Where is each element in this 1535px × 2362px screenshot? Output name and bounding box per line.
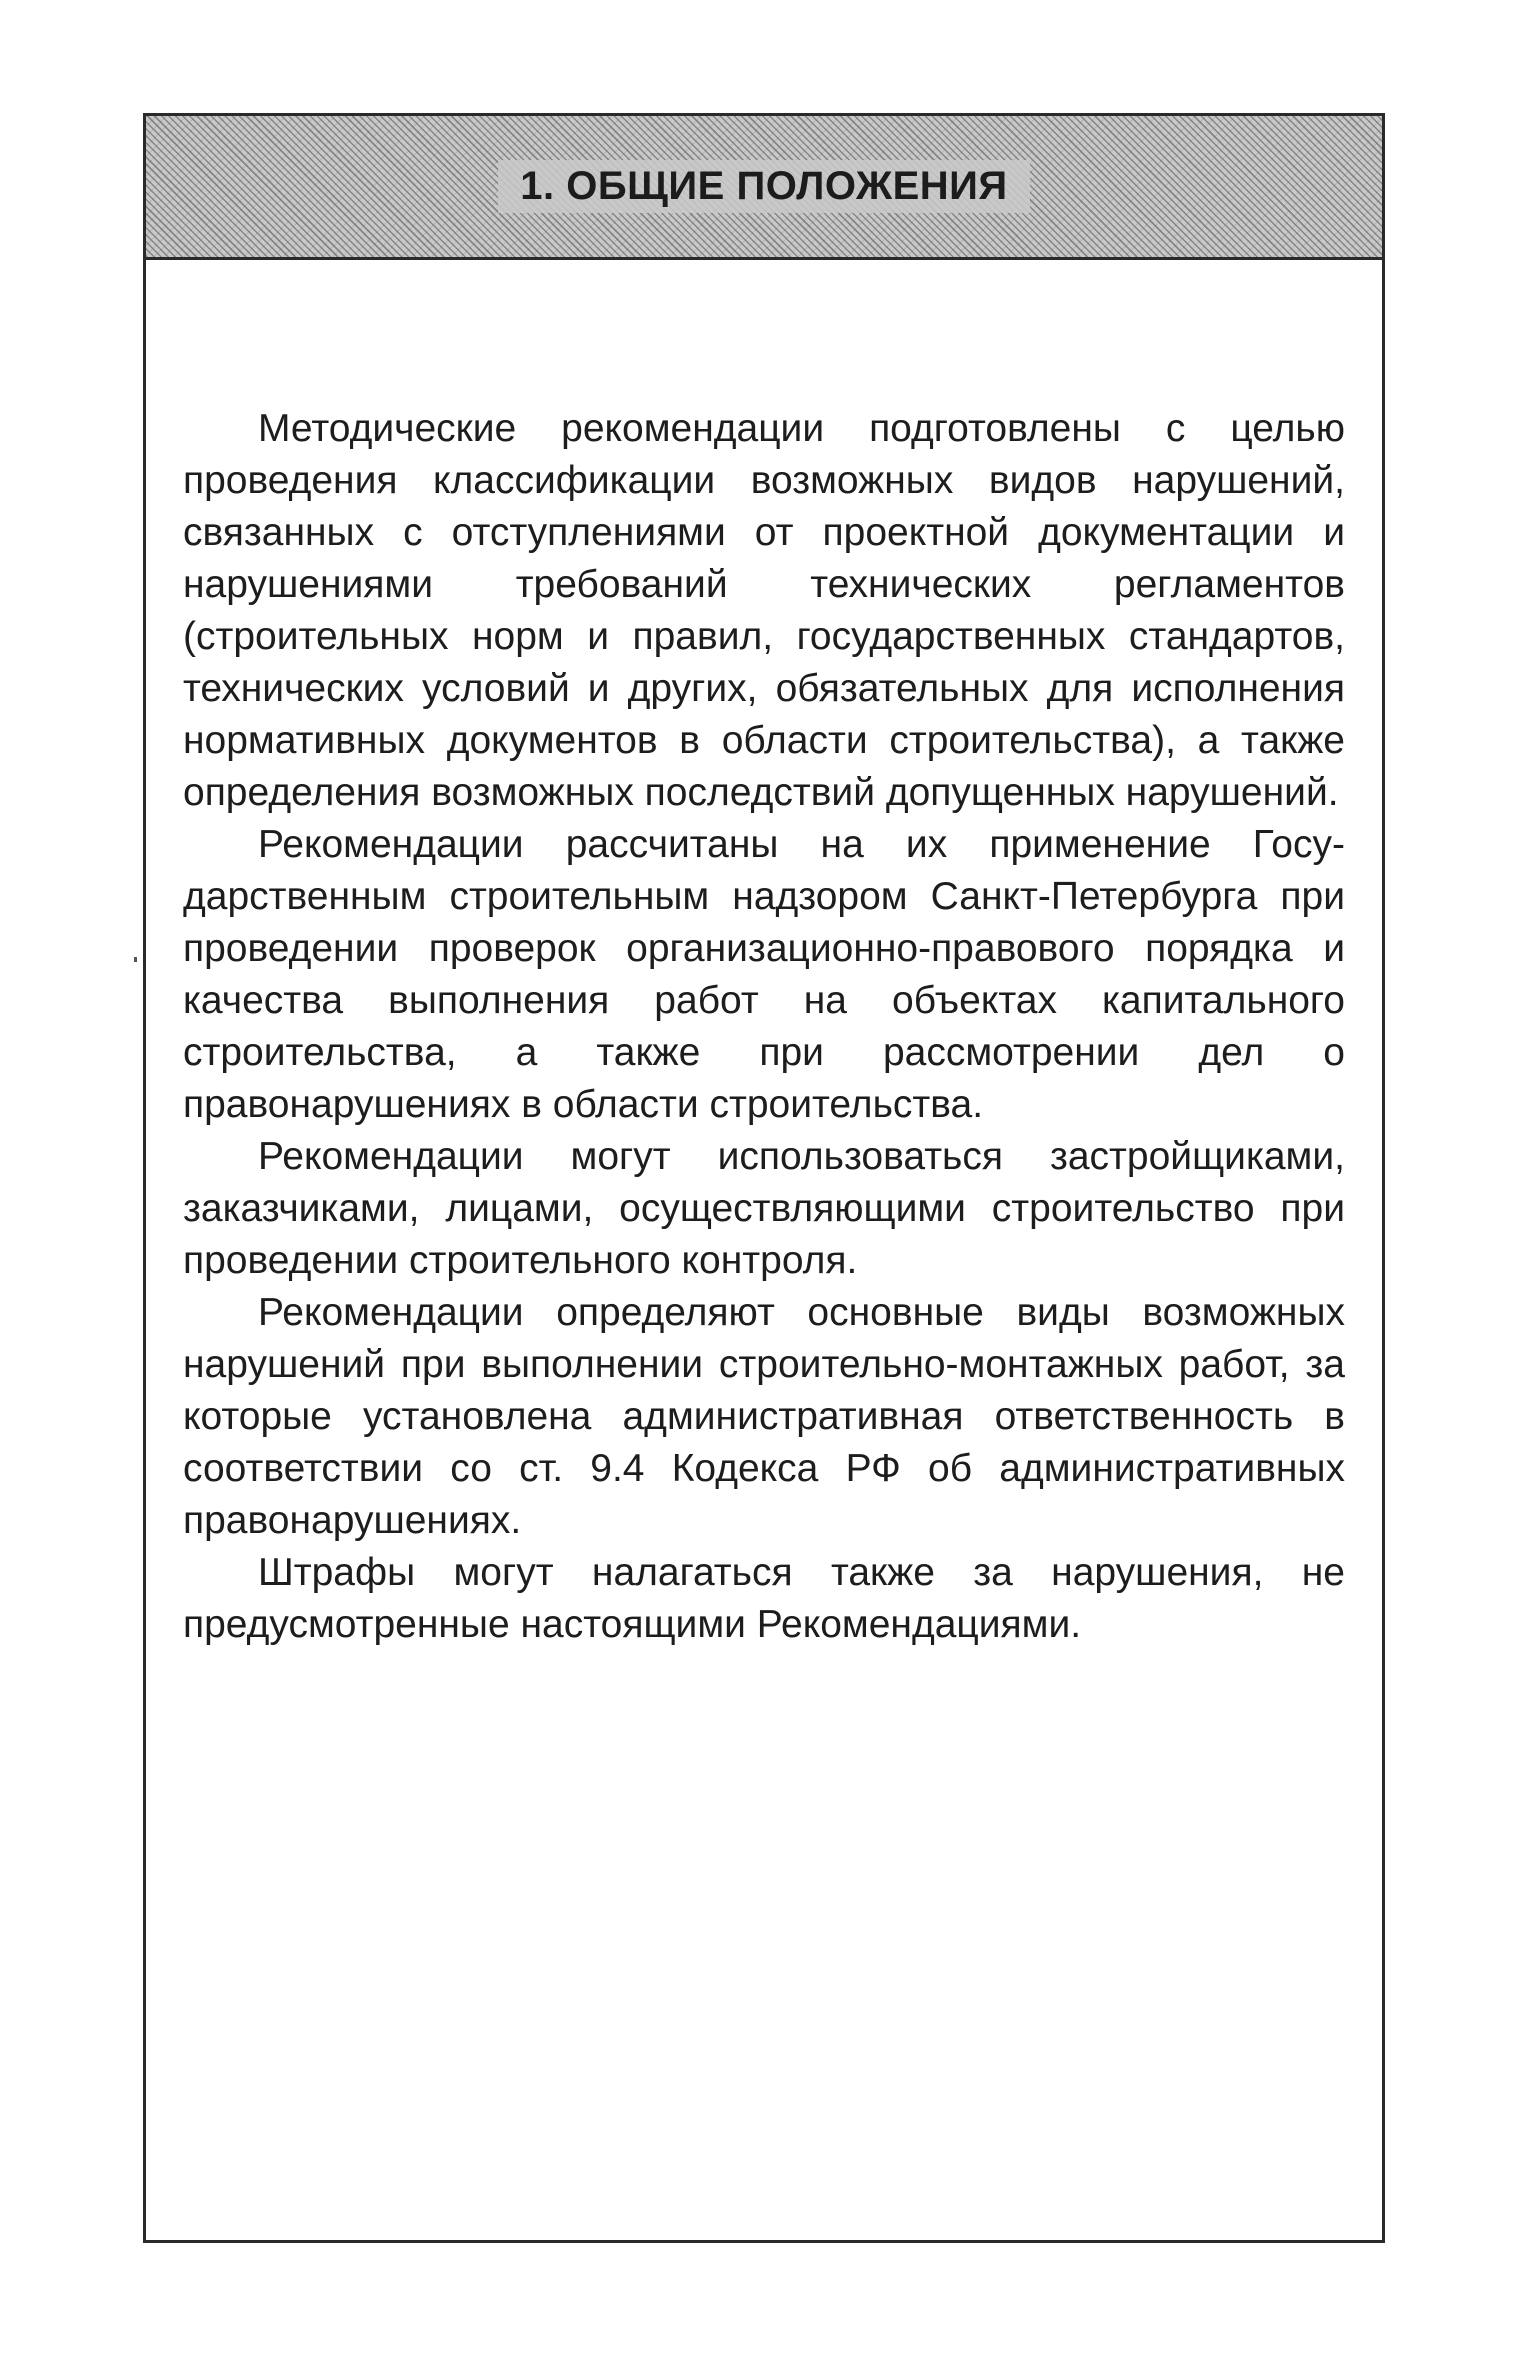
paragraph-application: Рекомендации рассчитаны на их применение Государственным строительным надзором Санкт-Петербурга при проведении проверок организационно-правового порядка и качества выполнения работ на объектах капитального строительства, а также при рассмотрении дел о правонарушениях в области строительства.	[183, 823, 1345, 1126]
paragraph-users: Рекомендации могут использоваться застройщиками, заказчиками, лицами, осуществляющими строительство при проведении строительного контроля.	[183, 1135, 1345, 1282]
paragraph-fines: Штрафы могут налагаться также за нарушения, не предусмотренные настоящими Рекомендациями.	[183, 1551, 1345, 1646]
section-title: 1. ОБЩИЕ ПОЛОЖЕНИЯ	[498, 160, 1029, 213]
section-header-band	[146, 116, 1382, 260]
paragraph-violation-types: Рекомендации определяют основные виды возможных нарушений при выполнении строительно-монтажных работ, за которые установлена административная ответственность в соответствии со ст. 9.4 Кодекса РФ об административных правонарушениях.	[183, 1291, 1345, 1542]
body-text	[183, 403, 1345, 1651]
paragraph-purpose: Методические рекомендации подготовлены с целью проведения классификации возможных видов нарушений, связанных с отступлениями от проектной документации и нарушениями требований технических регламентов (строительных норм и правил, государственных стандартов, технических условий и других, обязательных для исполнения нормативных документов в области строительства), а также определения возможных последствий допущенных нарушений.	[183, 407, 1345, 814]
margin-mark	[134, 957, 137, 962]
page-frame	[143, 113, 1385, 2243]
